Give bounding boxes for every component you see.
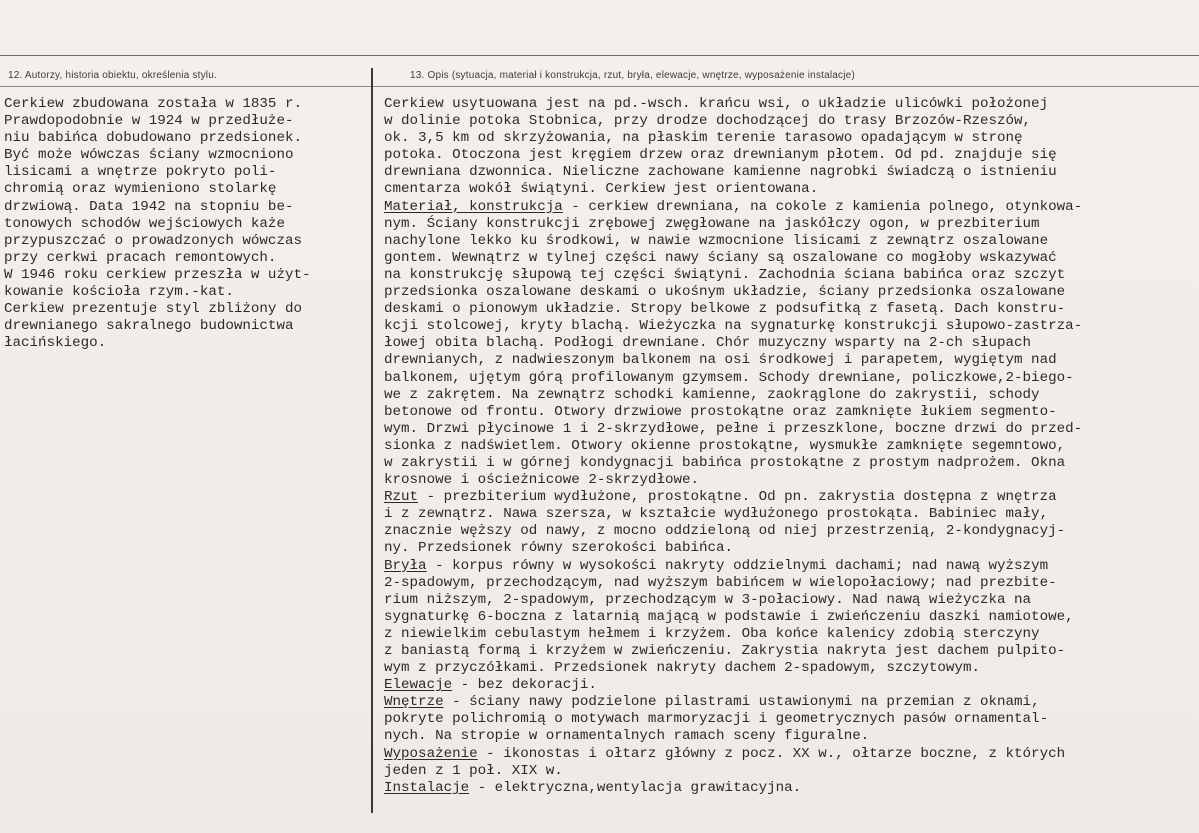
description-line: [384, 506, 1196, 523]
description-text-run: 2-spadowym, przechodzącym, nad wyższym babińcem w wielopołaciowy; nad prezbite-: [384, 574, 1057, 591]
description-text-run: ok. 3,5 km od skrzyżowania, na płaskim terenie tarasowo opadającym w stronę: [384, 130, 1023, 147]
description-text-run: pokryte polichromią o motywach marmoryzacji i geometrycznych pasów ornamental-: [384, 711, 1049, 728]
description-line: [384, 96, 1196, 113]
description-text-run: wym z przyczółkami. Przedsionek nakryty dachem 2-spadowym, szczytowym.: [384, 660, 980, 677]
description-line: [384, 677, 1196, 694]
description-line: [384, 404, 1196, 421]
description-text-run: - korpus równy w wysokości nakryty oddzielnymi dachami; nad nawą wyższym: [426, 557, 1049, 574]
section-12-header: 12. Autorzy, historia obiektu, określenia stylu.: [8, 70, 217, 81]
description-line: [384, 301, 1196, 318]
description-line: [384, 335, 1196, 352]
history-line: kowanie kościoła rzym.-kat.: [4, 284, 234, 301]
description-line: [384, 216, 1196, 233]
history-line: łacińskiego.: [4, 335, 107, 352]
description-line: [384, 728, 1196, 745]
section-heading: Wnętrze: [384, 694, 444, 711]
description-text-run: rium niższym, 2-spadowym, przechodzącym w 3-połaciowy. Nad nawą wieżyczka na: [384, 591, 1032, 608]
description-text-run: Cerkiew usytuowana jest na pd.-wsch. krańcu wsi, o układzie ulicówki położonej: [384, 96, 1049, 112]
description-line: [384, 113, 1196, 130]
section-heading: Bryła: [384, 557, 427, 574]
description-text-run: kcji stolcowej, kryty blachą. Wieżyczka na sygnaturkę konstrukcji słupowo-zastrza-: [384, 318, 1083, 335]
description-line: [384, 438, 1196, 455]
description-text-run: z niewielkim cebulastym hełmem i krzyżem. Oba końce kalenicy zdobią sterczyny: [384, 625, 1040, 642]
description-text-run: - cerkiew drewniana, na cokole z kamienia polnego, otynkowa-: [562, 198, 1083, 215]
history-line: przy cerkwi pracach remontowych.: [4, 249, 277, 266]
section-heading: Wyposażenie: [384, 745, 478, 762]
description-line: [384, 575, 1196, 592]
description-line: [384, 746, 1196, 763]
history-line: Prawdopodobnie w 1924 w przedłuże-: [4, 113, 294, 130]
description-line: [384, 267, 1196, 284]
description-text-run: - prezbiterium wydłużone, prostokątne. Od pn. zakrystia dostępna z wnętrza: [418, 489, 1057, 506]
description-line: [384, 352, 1196, 369]
description-text-run: nych. Na stropie w ornamentalnych ramach sceny figuralne.: [384, 728, 870, 745]
history-line: niu babińca dobudowano przedsionek.: [4, 130, 302, 147]
description-line: [384, 609, 1196, 626]
history-line: lisicami a wnętrze pokryto poli-: [4, 164, 277, 181]
description-line: [384, 592, 1196, 609]
description-text-run: gontem. Wewnątrz w tylnej części nawy ściany są oszalowane co mogłoby wskazywać: [384, 249, 1057, 266]
history-line: drzwiową. Data 1942 na stopniu be-: [4, 198, 294, 215]
description-line: [384, 489, 1196, 506]
description-text-run: w dolinie potoka Stobnica, przy drodze dochodzącej do trasy Brzozów-Rzeszów,: [384, 113, 1032, 130]
description-text-run: nym. Ściany konstrukcji zrębowej zwęgłowane na jaskółczy ogon, w prezbiterium: [384, 215, 1040, 232]
description-line: [384, 540, 1196, 557]
description-text-run: drewnianych, z nadwieszonym balkonem na osi środkowej i parapetem, wygiętym nad: [384, 352, 1057, 369]
description-text-run: wym. Drzwi płycinowe 1 i 2-skrzydłowe, pełne i przeszklone, boczne drzwi do przed-: [384, 420, 1083, 437]
description-text-run: znacznie węższy od nawy, z mocno oddzieloną od niej przestrzenią, 2-kondygnacyj-: [384, 523, 1066, 540]
section-heading: Instalacje: [384, 779, 470, 796]
description-line: [384, 421, 1196, 438]
description-text-run: sygnaturkę 6-boczna z latarnią mającą w podstawie i zwieńczeniu daszki namiotowe,: [384, 608, 1074, 625]
description-text-run: balkonem, ujętym górą profilowanym gzymsem. Schody drewniane, policzkowe,2-biego-: [384, 369, 1074, 386]
description-line: [384, 318, 1196, 335]
history-line: drewnianego sakralnego budownictwa: [4, 318, 294, 335]
header-rule: [0, 86, 1199, 87]
history-text: [4, 96, 370, 352]
description-text-run: sionka z nadświetlem. Otwory okienne prostokątne, wysmukłe zamknięte segemntowo,: [384, 437, 1066, 454]
description-line: [384, 694, 1196, 711]
top-rule: [0, 55, 1199, 56]
description-line: [384, 472, 1196, 489]
description-text-run: potoka. Otoczona jest kręgiem drzew oraz drewnianym płotem. Od pd. znajduje się: [384, 147, 1057, 164]
description-text-run: jeden z 1 poł. XIX w.: [384, 762, 563, 779]
description-line: [384, 250, 1196, 267]
description-line: [384, 711, 1196, 728]
description-text-run: w zakrystii i w górnej kondygnacji babińca prostokątne z prostym nadprożem. Okna: [384, 454, 1066, 471]
description-text-run: z baniastą formą i krzyżem w zwieńczeniu. Zakrystia nakryta jest dachem pulpito-: [384, 643, 1066, 659]
description-line: [384, 558, 1196, 575]
description-text-run: drewniana dzwonnica. Nieliczne zachowane kamienne nagrobki świadczą o istnieniu: [384, 164, 1057, 181]
description-text-run: łowej obita blachą. Podłogi drewniane. Chór muzyczny wsparty na 2-ch słupach: [384, 335, 1032, 352]
description-text-run: krosnowe i ościeżnicowe 2-skrzydłowe.: [384, 472, 700, 489]
column-divider: [371, 68, 373, 813]
history-line: W 1946 roku cerkiew przeszła w użyt-: [4, 266, 311, 283]
description-line: [384, 387, 1196, 404]
description-text-run: - elektryczna,wentylacja grawitacyjna.: [469, 779, 802, 796]
description-text-run: na konstrukcję słupową tej części świątyni. Zachodnia ściana babińca oraz szczyt: [384, 266, 1066, 283]
section-13-header: 13. Opis (sytuacja, materiał i konstrukcja, rzut, bryła, elewacje, wnętrze, wyposażenie instalacje): [410, 70, 855, 81]
description-text-run: i z zewnątrz. Nawa szersza, w kształcie wydłużonego prostokąta. Babiniec mały,: [384, 506, 1049, 523]
description-line: [384, 164, 1196, 181]
description-text-run: - ikonostas i ołtarz główny z pocz. XX w., ołtarze boczne, z których: [477, 745, 1066, 762]
section-heading: Materiał, konstrukcja: [384, 198, 563, 215]
description-text-run: - bez dekoracji.: [452, 677, 597, 694]
description-line: [384, 763, 1196, 780]
history-line: tonowych schodów wejściowych każe: [4, 215, 285, 232]
description-line: [384, 455, 1196, 472]
description-line: [384, 284, 1196, 301]
description-line: [384, 643, 1196, 660]
description-line: [384, 660, 1196, 677]
description-line: [384, 780, 1196, 797]
description-text-run: cmentarza wokół świątyni. Cerkiew jest orientowana.: [384, 181, 819, 198]
description-line: [384, 130, 1196, 147]
history-line: chromią oraz wymieniono stolarkę: [4, 181, 277, 198]
description-line: [384, 523, 1196, 540]
description-line: [384, 626, 1196, 643]
description-line: [384, 199, 1196, 216]
description-text-run: nachylone lekko ku środkowi, w nawie wzmocnione lisicami z zewnątrz oszalowane: [384, 232, 1049, 249]
description-text-run: deskami o pionowym układzie. Stropy belkowe z podsufitką z fasetą. Dach konstru-: [384, 301, 1066, 318]
description-line: [384, 233, 1196, 250]
description-text-run: betonowe od frontu. Otwory drzwiowe prostokątne oraz zamknięte łukiem segmento-: [384, 403, 1057, 420]
description-line: [384, 370, 1196, 387]
description-text-run: we z zakrętem. Na zewnątrz schodki kamienne, zaokrąglone do zakrystii, schody: [384, 386, 1040, 403]
history-line: Być może wówczas ściany wzmocniono: [4, 147, 294, 164]
history-line: Cerkiew prezentuje styl zbliżony do: [4, 301, 302, 318]
history-line: przypuszczać o prowadzonych wówczas: [4, 232, 302, 249]
section-heading: Rzut: [384, 489, 419, 506]
description-text-run: - ściany nawy podzielone pilastrami ustawionymi na przemian z oknami,: [443, 694, 1040, 711]
description-text-run: ny. Przedsionek równy szerokości babińca.: [384, 540, 734, 557]
description-line: [384, 181, 1196, 198]
section-heading: Elewacje: [384, 677, 453, 694]
history-line: Cerkiew zbudowana została w 1835 r.: [4, 96, 302, 112]
description-text: [384, 96, 1196, 797]
description-line: [384, 147, 1196, 164]
description-text-run: przedsionka oszalowane deskami o ukośnym układzie, ściany przedsionka oszalowane: [384, 284, 1066, 301]
